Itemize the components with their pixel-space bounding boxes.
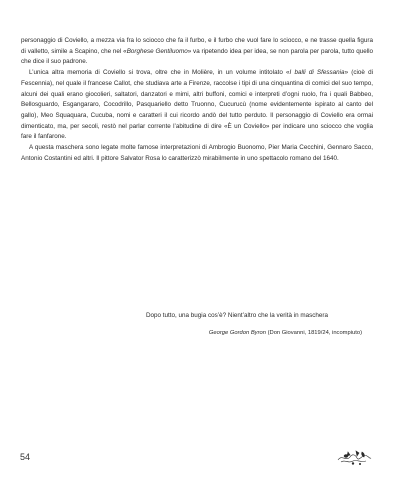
ornamental-vignette-icon (336, 448, 372, 466)
page-number: 54 (20, 452, 31, 462)
body-text (21, 36, 373, 164)
paragraph-text: L’unica altra memoria di Coviello si trova, oltre che in Molière, in un volume intitolato « (29, 69, 290, 77)
paragraph-text: » va ripetendo idea per idea, se non parola per parola, tutto quello che dice il suo padrone. (21, 47, 374, 66)
paragraph-text: A questa maschera sono legate molte famose interpretazioni di Ambrogio Buonomo, Pier Maria Cecchini, Gennaro Sacco, Antonio Costantini ed altri. Il pittore Salvator Rosa lo caratterizzò mirabilmente in uno spettacolo romano del 1640. (21, 144, 373, 162)
quote-author: George Gordon Byron (208, 330, 266, 336)
italic-title: I balli di Sfessania (289, 69, 345, 77)
body-paragraph (21, 68, 373, 143)
paragraph-text: » (cioè di Fescennia), nel quale il francese Callot, che studiava arte a Firenze, raccolse i tipi di una cinquantina di comici del suo tempo, alcuni dei quali erano giocolieri, saltatori, danzatori e mimi, altri buffoni, comici e interpreti d’ogni ruolo, fra i quali Babbeo, Bellosguardo, Esgangararo, Cocodrillo, Pasquariello detto Truonno, Cucurucù (nome evidentemente ispirato al canto del gallo), Meo Squaquara, Cucuba, nomi e caratteri il cui ricordo andò del tutto perduto. Il personaggio di Coviello era ormai dimenticato, ma, per secoli, restò nel parlar corrente l’abitudine di dire «È un Coviello» per indicare uno sciocco che voglia fare il fanfarone. (21, 69, 373, 141)
body-paragraph (21, 36, 373, 68)
epigraph-quote: Dopo tutto, una bugia cos’è? Nient’altro che la verità in maschera (145, 312, 328, 319)
quote-source: (Don Giovanni, 1819/24, incompiuto) (265, 330, 362, 336)
body-paragraph (21, 143, 373, 164)
italic-title: Borghese Gentiluomo (126, 47, 188, 55)
paragraph-text: personaggio di Coviello, a mezza via fra lo sciocco che fa il furbo, e il furbo che vuol fare lo sciocco, e ne trasse quella figura di valletto, simile a Scapino, che nel « (21, 37, 373, 55)
epigraph-attribution (209, 328, 362, 338)
